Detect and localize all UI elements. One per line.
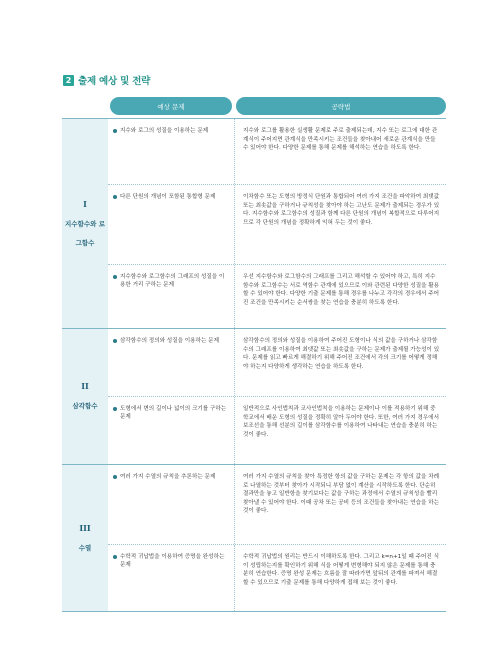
bullet-icon: [113, 555, 117, 559]
table-row: [108, 119, 446, 185]
strategy-text: 수학적 귀납법의 원리는 반드시 이해하도록 한다. 그리고 k=n+1일 때 주어진 식이 성립하는지를 확인하기 위해 식을 어떻게 변형해야 되지 않은 문제를 통해 충분히 연습한다. 증명 완성 문제는 흐름을 잘 따라가면 앞뒤의 관계를 파져서 해결할 수 있으므로 기출 문제를 통해 다양하게 접해 보는 것이 좋다.: [234, 545, 446, 611]
group-label: [62, 465, 108, 611]
group-trig: [62, 329, 446, 465]
section-title: 출제 예상 및 전략: [78, 76, 151, 87]
question-text: 삼각함수의 정의와 성질을 이용하는 문제: [120, 338, 219, 344]
header-question: 예상 문제: [110, 97, 232, 115]
strategy-text: 일반적으로 사인법칙과 코사인법칙을 이용하는 문제이나 이를 적용하기 위해 중학교에서 배운 도형의 성질을 정확히 알아 두어야 한다. 또한, 여러 가지 경우에서 보조선을 통해 선분의 길이를 삼각함수를 이용하여 나타내는 연습을 충분히 하는 것이 좋다.: [234, 397, 446, 464]
bullet-icon: [113, 129, 117, 133]
group-name: 지수함수와 로그함수: [65, 219, 105, 247]
bullet-icon: [113, 275, 117, 279]
section-number-badge: 2: [63, 75, 74, 86]
table-row: [108, 329, 446, 397]
bullet-icon: [113, 407, 117, 411]
group-sequence: [62, 465, 446, 611]
strategy-text: 삼각함수의 정의와 성질을 이용하여 주어진 도형이나 식의 값을 구하거나 삼각함수의 그래프를 이용하여 최댓값 또는 최솟값을 구하는 문제가 출제될 가능성이 있다. 문제를 읽고 빠르게 해결하기 위해 주어진 조건에서 각의 크기를 어떻게 정해야 하는지 다양하게 생각하는 연습을 하도록 한다.: [234, 329, 446, 396]
group-label: [62, 119, 108, 328]
section-heading: [63, 73, 150, 87]
strategy-table: [62, 97, 446, 612]
question-text: 지수함수와 로그함수의 그래프의 성질을 이용한 거리 구하는 문제: [120, 274, 225, 288]
bullet-icon: [113, 339, 117, 343]
group-name: 삼각함수: [72, 402, 98, 410]
question-text: 도형에서 변의 길이나 넓이의 크기를 구하는 문제: [120, 406, 227, 420]
bullet-icon: [113, 475, 117, 479]
group-roman: I: [83, 198, 87, 209]
table-header: [62, 97, 446, 115]
table-row: [108, 545, 446, 611]
question-text: 지수와 로그의 성질을 이용하는 문제: [120, 128, 209, 134]
question-text: 다른 단원의 개념이 포함된 통합형 문제: [120, 194, 216, 200]
strategy-text: 여러 가지 수열의 규칙을 찾아 특정한 항의 값을 구하는 문제는 각 항의 값을 차례로 나열하는 것부터 찾아가 시작되니 부담 없이 계산을 시작하도록 한다. 단순히 결과만을 놓고 일반항을 찾기보다는 값을 구하는 과정에서 수열의 규칙성을 빨리 찾아낼 수 있어야 한다. 이때 공차 또는 공비 등의 조건들을 찾아내는 연습을 하는 것이 좋다.: [234, 465, 446, 544]
table-row: [108, 397, 446, 464]
question-text: 여러 가지 수열의 규칙을 추론하는 문제: [120, 474, 216, 480]
group-label: [62, 329, 108, 464]
table-row: [108, 265, 446, 328]
table-row: [108, 465, 446, 545]
group-roman: III: [79, 522, 91, 533]
strategy-text: 우선 지수함수와 로그함수의 그래프를 그리고 해석할 수 있어야 하고, 특히 지수함수와 로그함수는 서로 역함수 관계에 있으므로 이와 관련된 다양한 성질을 활용할 수 있어야 한다. 다양한 기출 문제를 통해 경우를 나누고 각각의 경우에서 주어진 조건을 만족시키는 순서쌍을 찾는 연습을 충분히 하도록 한다.: [234, 265, 446, 328]
table-row: [108, 185, 446, 265]
group-roman: II: [81, 381, 89, 391]
question-text: 수학적 귀납법을 이용하여 증명을 완성하는 문제: [120, 554, 225, 568]
bullet-icon: [113, 195, 117, 199]
group-exp-log: [62, 119, 446, 329]
strategy-text: 지수와 로그를 활용한 실생활 문제로 주로 출제되는데, 지수 또는 로그에 대한 관계식이 주어지면 관계식을 만족시키는 조건들을 찾아내어 새로운 관계식을 만들 수 있어야 한다. 다양한 문제를 통해 문제를 해석하는 연습을 하도록 한다.: [234, 119, 446, 184]
header-strategy: 공략법: [236, 97, 446, 115]
table-body: [62, 118, 446, 612]
group-name: 수열: [78, 543, 92, 552]
strategy-text: 이차함수 또는 도형의 방정식 단원과 통합되어 여러 가지 조건을 파악하여 최댓값 또는 최솟값을 구하거나 규칙성을 찾아야 하는 고난도 문제가 출제되는 경우가 있다. 지수함수와 로그함수의 성질과 함께 다른 단원의 개념이 복합적으로 다루어지므로 각 단원의 개념을 정확하게 익혀 두는 것이 좋다.: [234, 185, 446, 264]
